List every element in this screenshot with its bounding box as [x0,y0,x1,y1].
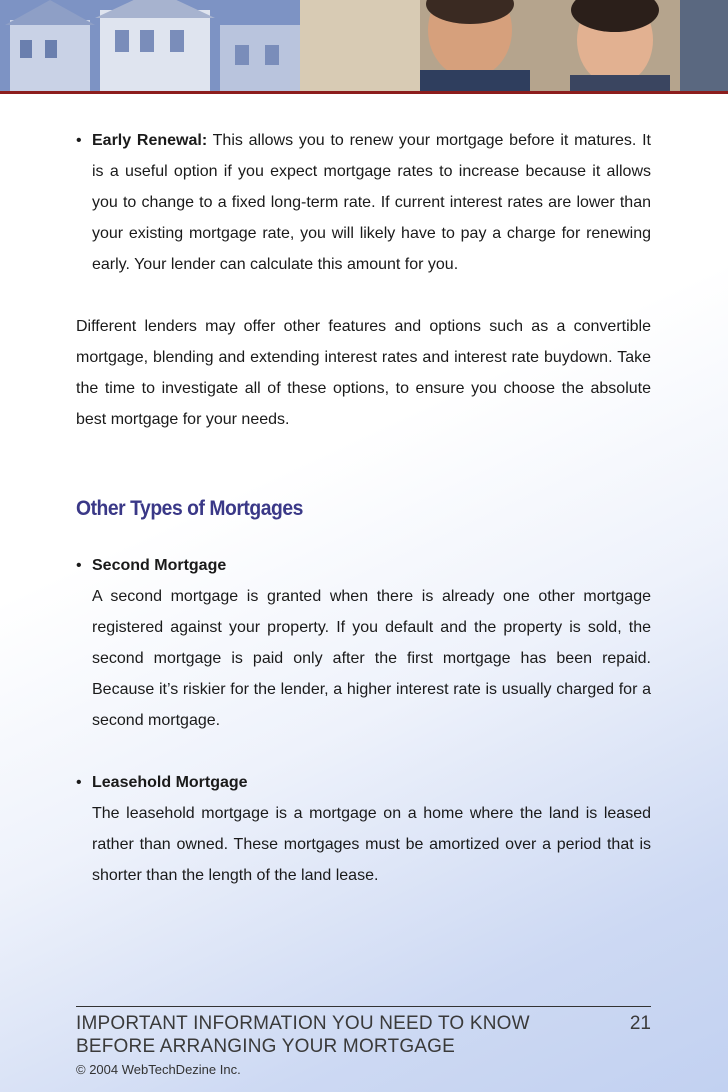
section-heading: Other Types of Mortgages [76,497,303,520]
second-mortgage-item [76,550,651,736]
features-paragraph: Different lenders may offer other features and options such as a convertible mortgage, blending and extending interest rates and interest rate buydown. Take the time to investigate all of these options, to ensure you choose the absolute best mortgage for your needs. [76,318,651,428]
leasehold-mortgage-text: The leasehold mortgage is a mortgage on a home where the land is leased rather than owned. These mortgages must be amortized over a period that is shorter than the length of the land lease. [92,805,651,884]
footer-divider [76,1006,651,1007]
early-renewal-term: Early Renewal: [92,132,208,149]
footer-title-line2: BEFORE ARRANGING YOUR MORTGAGE [76,1036,456,1057]
page-number: 21 [629,1013,651,1034]
copyright-notice: © 2004 WebTechDezine Inc. [76,1062,241,1077]
header-accent-rule [0,91,728,94]
early-renewal-text: This allows you to renew your mortgage before it matures. It is a useful option if you expect mortgage rates to increase because it allows you to change to a fixed long-term rate. If current interest rates are lower than your existing mortgage rate, you will likely have to pay a charge for renewing early. Your lender can calculate this amount for you. [92,132,651,273]
footer-title-line1: IMPORTANT INFORMATION YOU NEED TO KNOW [76,1013,530,1034]
page-content [76,125,651,891]
bullet-icon: • [76,132,82,149]
second-mortgage-text: A second mortgage is granted when there is already one other mortgage registered against your property. If you default and the property is sold, the second mortgage is paid only after the first mortgage has been repaid. Because it’s riskier for the lender, a higher interest rate is usually charged for a second mortgage. [92,588,651,729]
bullet-icon: • [76,557,82,574]
banner-photo-illustration [0,0,728,91]
footer-title [76,1012,556,1058]
leasehold-mortgage-item [76,767,651,891]
second-mortgage-title: Second Mortgage [92,557,227,574]
header-banner-image [0,0,728,91]
bullet-icon: • [76,774,82,791]
leasehold-mortgage-title: Leasehold Mortgage [92,774,248,791]
early-renewal-item [76,125,651,280]
